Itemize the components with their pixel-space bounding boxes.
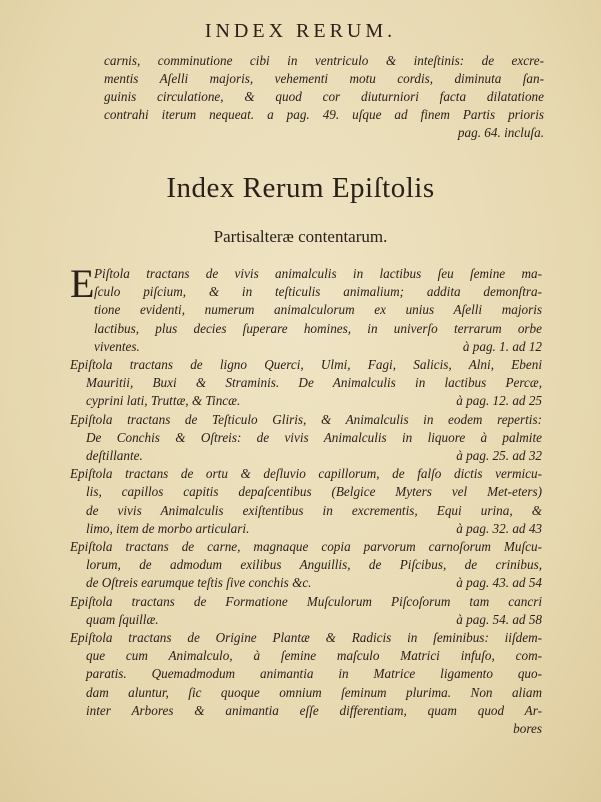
entry-text-end: quam ſquillæ.	[86, 611, 159, 627]
index-title: Index Rerum Epiſtolis	[166, 172, 435, 204]
entry-text-end: limo, item de morbo articulari.	[86, 520, 250, 536]
index-entry	[70, 261, 542, 356]
entry-text-end: viventes.	[94, 338, 140, 354]
index-entry	[70, 356, 542, 411]
text-line: mentis Aſelli majoris, vehementi motu cordis, diminuta ſan-	[104, 71, 544, 86]
text-line: inter Arbores & animantia eſſe differentiam, quam quod Ar-	[86, 702, 542, 718]
page-reference: à pag. 54. ad 58	[456, 611, 542, 627]
text-line: Epiſtola tractans de ligno Querci, Ulmi, Fagi, Salicis, Alni, Ebeni	[70, 357, 542, 373]
text-line: Mauritii, Buxi & Straminis. De Animalculis in lactibus Percæ,	[86, 375, 542, 391]
text-line: tione evidenti, numerum animalculorum ex unius Aſelli majoris	[94, 302, 542, 318]
page-reference: à pag. 32. ad 43	[456, 520, 542, 536]
text-line: contrahi iterum nequeat. a pag. 49. uſque ad finem Partis prioris	[104, 107, 544, 122]
index-subtitle: Partisalteræ contentarum.	[213, 227, 388, 246]
text-line: de vivis Animalculis exiſtentibus in excrementis, Equi urina, &	[86, 502, 542, 518]
text-line: ſculo piſcium, & in teſticulis animalium; addita demonſtra-	[94, 284, 542, 300]
entry-text-end: deſtillante.	[86, 448, 143, 464]
index-entry	[70, 593, 542, 629]
entry-last-line	[70, 611, 542, 629]
index-entry	[70, 629, 542, 738]
entry-text-end: cyprini lati, Truttæ, & Tincæ.	[86, 393, 241, 409]
page-reference: à pag. 1. ad 12	[462, 338, 542, 354]
page-reference: à pag. 43. ad 54	[456, 575, 542, 591]
index-entry	[70, 538, 542, 593]
text-line: Epiſtola tractans de carne, magnaque copia parvorum carnoſorum Muſcu-	[70, 539, 542, 555]
index-entry	[70, 411, 542, 466]
drop-cap: E	[70, 261, 95, 306]
text-line: Piſtola tractans de vivis animalculis in lactibus ſeu ſemine ma-	[94, 266, 542, 281]
text-line: guinis circulatione, & quod cor diuturniori facta dilatatione	[104, 89, 544, 104]
text-line: Epiſtola tractans de Formatione Muſculorum Piſcoſorum tam cancri	[70, 593, 542, 609]
running-head: INDEX RERUM.	[204, 20, 397, 42]
text-line: lactibus, plus decies ſuperare homines, in univerſo terrarum orbe	[94, 320, 542, 336]
page-reference: à pag. 12. ad 25	[456, 393, 542, 409]
entry-last-line	[70, 574, 542, 592]
text-line: dam aluntur, ſic quoque omnium ſeminum plurima. Non aliam	[86, 684, 542, 700]
entry-last-line	[70, 520, 542, 538]
entry-last-line	[70, 447, 542, 465]
entry-last-line	[94, 338, 542, 356]
text-line: Epiſtola tractans de Teſticulo Gliris, & Animalculis in eodem repertis:	[70, 411, 542, 427]
entry-last-line	[70, 392, 542, 410]
text-line: lis, capillos capitis depaſcentibus (Belgice Myters vel Met-eters)	[86, 484, 542, 500]
index-entries	[70, 261, 542, 738]
page-reference: à pag. 25. ad 32	[456, 448, 542, 464]
text-line: que cum Animalculo, à ſemine maſculo Matrici infuſo, com-	[86, 648, 542, 664]
index-entry	[70, 465, 542, 538]
text-line: paratis. Quemadmodum animantia in Matrice ligamento quo-	[86, 666, 542, 682]
text-line: pag. 64. incluſa.	[457, 125, 544, 140]
entry-text-end: de Oſtreis earumque teſtis ſive conchis &c.	[86, 575, 312, 591]
text-line: Epiſtola tractans de Origine Plantæ & Radicis in ſeminibus: iiſdem-	[70, 630, 542, 646]
text-line: lorum, de admodum exilibus Anguillis, de Piſcibus, de crinibus,	[86, 557, 542, 573]
text-line: carnis, comminutione cibi in ventriculo & inteſtinis: de excre-	[104, 53, 544, 68]
text-line: Epiſtola tractans de ortu & deſluvio capillorum, de falſo dictis vermicu-	[70, 466, 542, 482]
previous-section-block	[104, 52, 544, 142]
catchword: bores	[513, 721, 542, 737]
text-line: De Conchis & Oſtreis: de vivis Animalculis in liquore à palmite	[86, 429, 542, 445]
